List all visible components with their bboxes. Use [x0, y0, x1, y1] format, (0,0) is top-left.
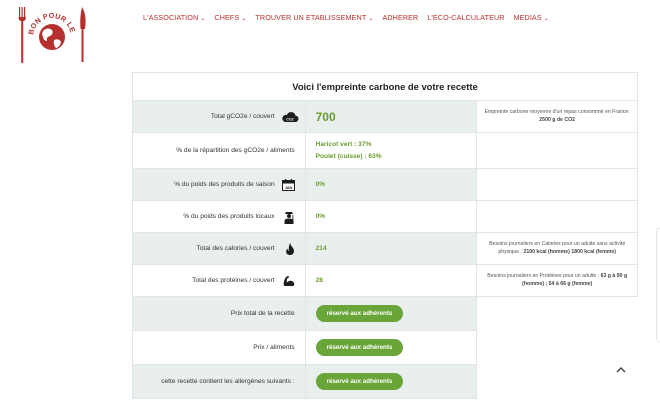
co2-note: Empreinte carbone moyenne d'un repas consommé en France: 2500 g de CO2 — [477, 101, 638, 133]
row-prix-total — [133, 297, 638, 331]
row-proteines — [133, 265, 638, 297]
nav-item-chefs[interactable]: CHEFS ⌄ — [214, 13, 247, 22]
proteines-label: Total des protéines / couvert — [192, 277, 275, 284]
scroll-to-top-chevron-icon[interactable] — [614, 363, 628, 375]
proteines-value: 28 — [305, 265, 477, 297]
calories-note: Besoins journaliers en Calories pour un adulte sans activité physique : 2100 kcal (homme) 1800 kcal (femme) — [477, 233, 638, 265]
logo-graphic — [14, 4, 90, 66]
saison-value: 0% — [305, 169, 477, 201]
svg-text:JAN: JAN — [284, 185, 292, 190]
nav-item-l-association[interactable]: L'ASSOCIATION ⌄ — [143, 13, 206, 22]
row-total-co2 — [133, 101, 638, 133]
calories-value: 214 — [305, 233, 477, 265]
chevron-down-icon: ⌄ — [200, 16, 206, 22]
svg-text:CO2: CO2 — [285, 117, 294, 121]
main-nav — [143, 13, 558, 22]
repartition-values: Haricot vert : 37% Poulet (cuisse) : 63% — [305, 133, 477, 169]
table-title: Voici l'empreinte carbone de votre recette — [133, 73, 638, 101]
calories-label: Total des calories / couvert — [196, 245, 275, 252]
side-panel-edge — [656, 228, 660, 342]
carbon-footprint-table — [132, 72, 638, 399]
row-saison — [133, 169, 638, 201]
locaux-value: 0% — [305, 201, 477, 233]
nav-item-l-eco-calculateur[interactable]: L'ECO-CALCULATEUR — [427, 13, 505, 22]
site-logo[interactable] — [14, 4, 90, 66]
co2-value: 700 — [305, 101, 477, 133]
muscle-arm-icon — [281, 275, 295, 287]
allergenes-label: cette recette contient les allergènes suivants : — [133, 365, 306, 399]
chevron-down-icon: ⌄ — [543, 16, 549, 22]
locaux-label: % du poids des produits locaux — [183, 213, 275, 220]
allergenes-members-button[interactable]: réservé aux adhérents — [316, 373, 404, 390]
nav-item-trouver-un-etablissement[interactable]: TROUVER UN ETABLISSEMENT ⌄ — [255, 13, 374, 22]
row-calories — [133, 233, 638, 265]
nav-item-medias[interactable]: MEDIAS ⌄ — [513, 13, 549, 22]
prix-aliments-label: Prix / aliments — [133, 331, 306, 365]
saison-label: % du poids des produits de saison — [174, 181, 275, 188]
co2-cloud-icon — [281, 111, 295, 123]
prix-total-members-button[interactable]: réservé aux adhérents — [316, 305, 404, 322]
svg-text:BON POUR LE CLIMAT: BON POUR LE — [26, 10, 78, 36]
calendar-icon — [281, 179, 295, 191]
repartition-label: % de la répartition des gCO2e / aliments — [133, 133, 306, 169]
chevron-down-icon: ⌄ — [368, 16, 374, 22]
proteines-note: Besoins journaliers en Protéines pour un adulte : 63 g à 90 g (homme) ; 54 à 66 g (femme) — [477, 265, 638, 297]
row-repartition — [133, 133, 638, 169]
chevron-down-icon: ⌄ — [241, 16, 247, 22]
prix-aliments-members-button[interactable]: réservé aux adhérents — [316, 339, 404, 356]
flame-icon — [281, 243, 295, 255]
prix-total-label: Prix total de la recette — [133, 297, 306, 331]
farmer-icon — [281, 211, 295, 223]
co2-label: Total gCO2e / couvert — [210, 113, 275, 120]
row-locaux — [133, 201, 638, 233]
nav-item-adherer[interactable]: ADHERER — [382, 13, 419, 22]
